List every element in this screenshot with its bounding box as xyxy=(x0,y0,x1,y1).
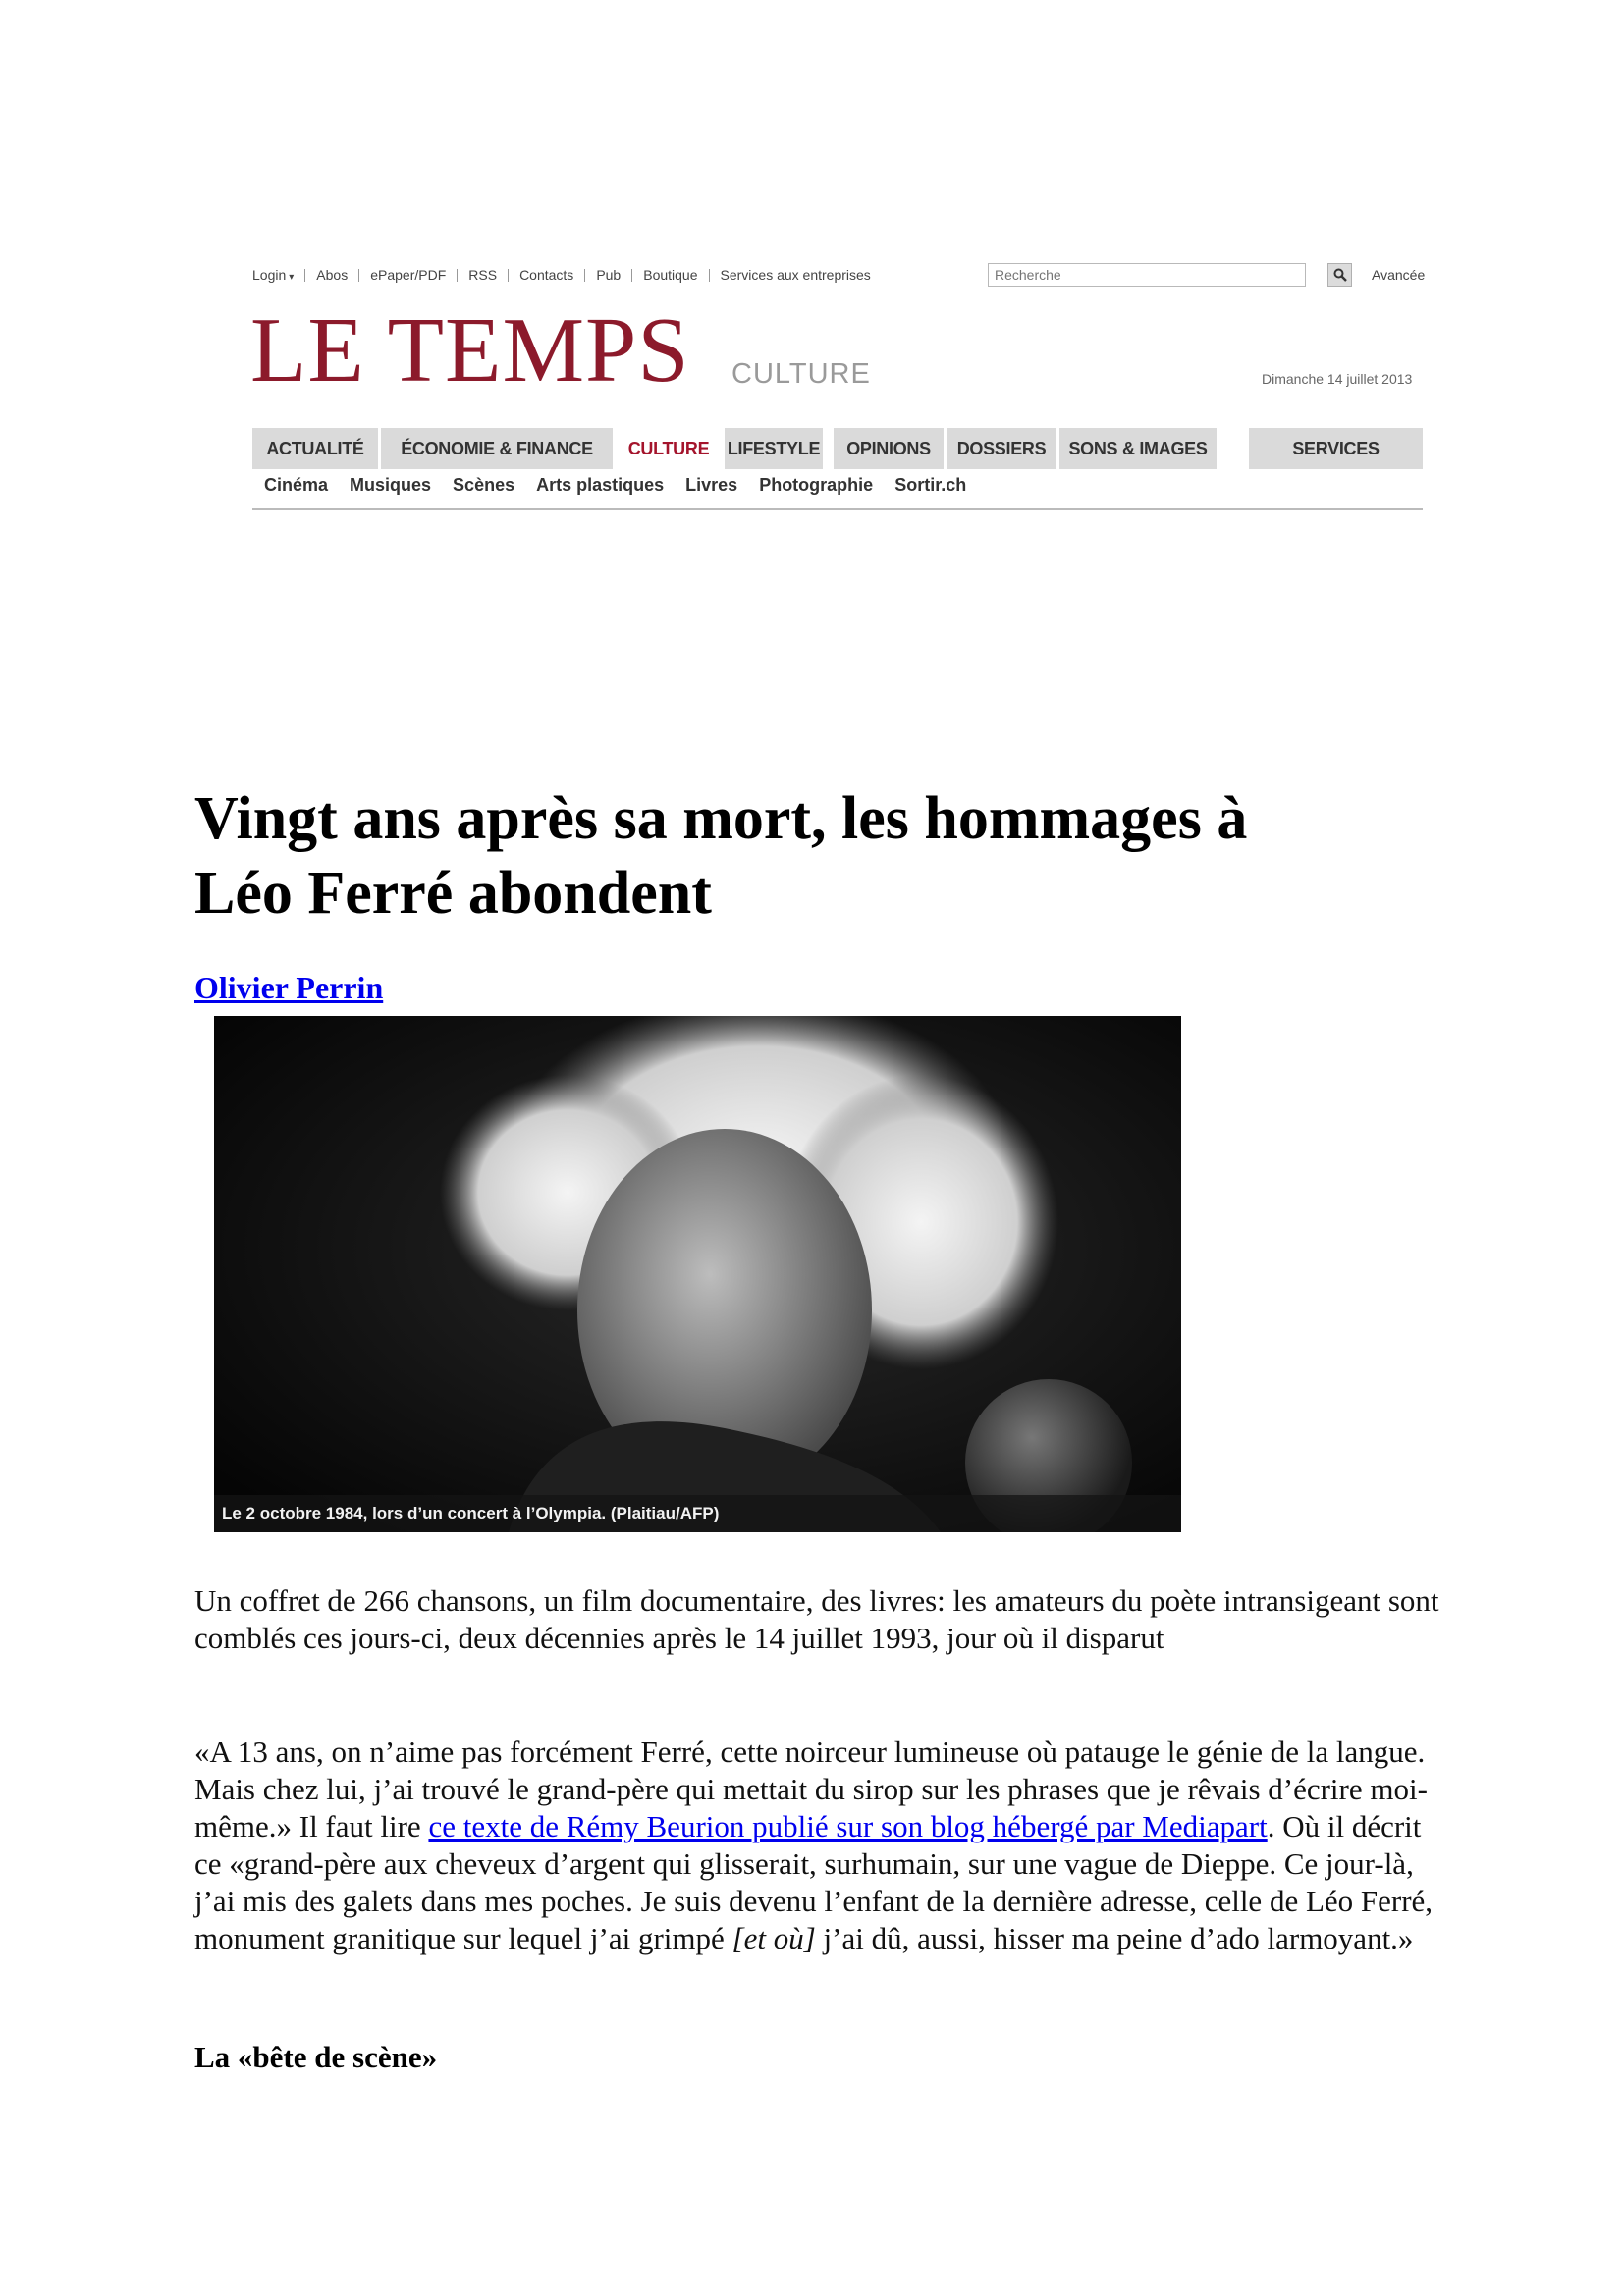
author-link[interactable]: Olivier Perrin xyxy=(194,970,384,1005)
chevron-down-icon: ▾ xyxy=(289,272,295,283)
italic-insert: [et où] xyxy=(731,1921,816,1955)
paragraph-text: «A 13 ans, on n’aime pas forcément Ferré, cette noirceur lumineuse où patauge le génie de la langue. Mais chez lui, j’ai trouvé le grand-père qui mettait du sirop sur les phrases que je rêvais d’écrire moi-même.» Il faut lire xyxy=(194,1735,1428,1843)
subnav-photographie[interactable]: Photographie xyxy=(759,475,874,495)
subnav-scenes[interactable]: Scènes xyxy=(453,475,515,495)
section-label: CULTURE xyxy=(731,358,871,390)
article-headline xyxy=(194,781,1441,931)
boutique-link[interactable]: Boutique xyxy=(643,267,698,283)
search-icon xyxy=(1333,268,1347,282)
main-nav xyxy=(252,428,1423,471)
subnav-musiques[interactable]: Musiques xyxy=(350,475,432,495)
paragraph-text: j’ai dû, aussi, hisser ma peine d’ado larmoyant.» xyxy=(815,1921,1414,1955)
article-lead: Un coffret de 266 chansons, un film documentaire, des livres: les amateurs du poète intransigeant sont comblés ces jours-ci, deux décennies après le 14 juillet 1993, jour où il disparut xyxy=(194,1583,1439,1655)
subnav-arts-plastiques[interactable]: Arts plastiques xyxy=(536,475,665,495)
services-entreprises-link[interactable]: Services aux entreprises xyxy=(720,267,871,283)
contacts-link[interactable]: Contacts xyxy=(519,267,574,283)
photo-caption: Le 2 octobre 1984, lors d’un concert à l’Olympia. (Plaitiau/AFP) xyxy=(214,1495,1181,1532)
headline-line-2: Léo Ferré abondent xyxy=(194,860,712,927)
sub-nav xyxy=(252,475,988,496)
tab-sons-images[interactable]: SONS & IMAGES xyxy=(1059,428,1217,469)
article-paragraph xyxy=(194,1734,1441,1957)
login-link[interactable]: Login ▾ xyxy=(252,267,295,283)
site-logo[interactable]: LE TEMPS xyxy=(250,299,690,401)
date-label: Dimanche 14 juillet 2013 xyxy=(1262,371,1413,387)
search-input[interactable] xyxy=(988,263,1306,287)
epaper-link[interactable]: ePaper/PDF xyxy=(370,267,447,283)
subnav-livres[interactable]: Livres xyxy=(685,475,738,495)
tab-culture[interactable]: CULTURE xyxy=(616,428,722,469)
abos-link[interactable]: Abos xyxy=(316,267,349,283)
tab-economie-finance[interactable]: ÉCONOMIE & FINANCE xyxy=(381,428,613,469)
tab-lifestyle[interactable]: LIFESTYLE xyxy=(725,428,823,469)
subnav-cinema[interactable]: Cinéma xyxy=(264,475,329,495)
top-links xyxy=(252,267,871,283)
article-subheading: La «bête de scène» xyxy=(194,2040,438,2074)
portrait-image xyxy=(214,1016,1181,1532)
search-button[interactable] xyxy=(1327,263,1352,287)
subnav-sortir[interactable]: Sortir.ch xyxy=(894,475,967,495)
header-divider xyxy=(252,508,1423,510)
article-photo xyxy=(214,1016,1181,1532)
tab-opinions[interactable]: OPINIONS xyxy=(834,428,944,469)
advanced-search-link[interactable]: Avancée xyxy=(1372,267,1426,283)
rss-link[interactable]: RSS xyxy=(468,267,498,283)
tab-dossiers[interactable]: DOSSIERS xyxy=(947,428,1056,469)
tab-services[interactable]: SERVICES xyxy=(1249,428,1423,469)
paragraph-text: . Où il décrit ce «grand-père aux cheveux d’argent qui glisserait, surhumain, sur une vague de Dieppe. Ce jour-là, j’ai mis des galets dans mes poches. Je suis devenu l’enfant de la dernière adresse, celle de Léo Ferré, monument granitique sur lequel j’ai grimpé xyxy=(194,1809,1434,1955)
mediapart-blog-link[interactable]: ce texte de Rémy Beurion publié sur son blog hébergé par Mediapart xyxy=(428,1809,1268,1843)
pub-link[interactable]: Pub xyxy=(596,267,622,283)
tab-actualite[interactable]: ACTUALITÉ xyxy=(252,428,378,469)
headline-line-1: Vingt ans après sa mort, les hommages à xyxy=(194,785,1248,852)
